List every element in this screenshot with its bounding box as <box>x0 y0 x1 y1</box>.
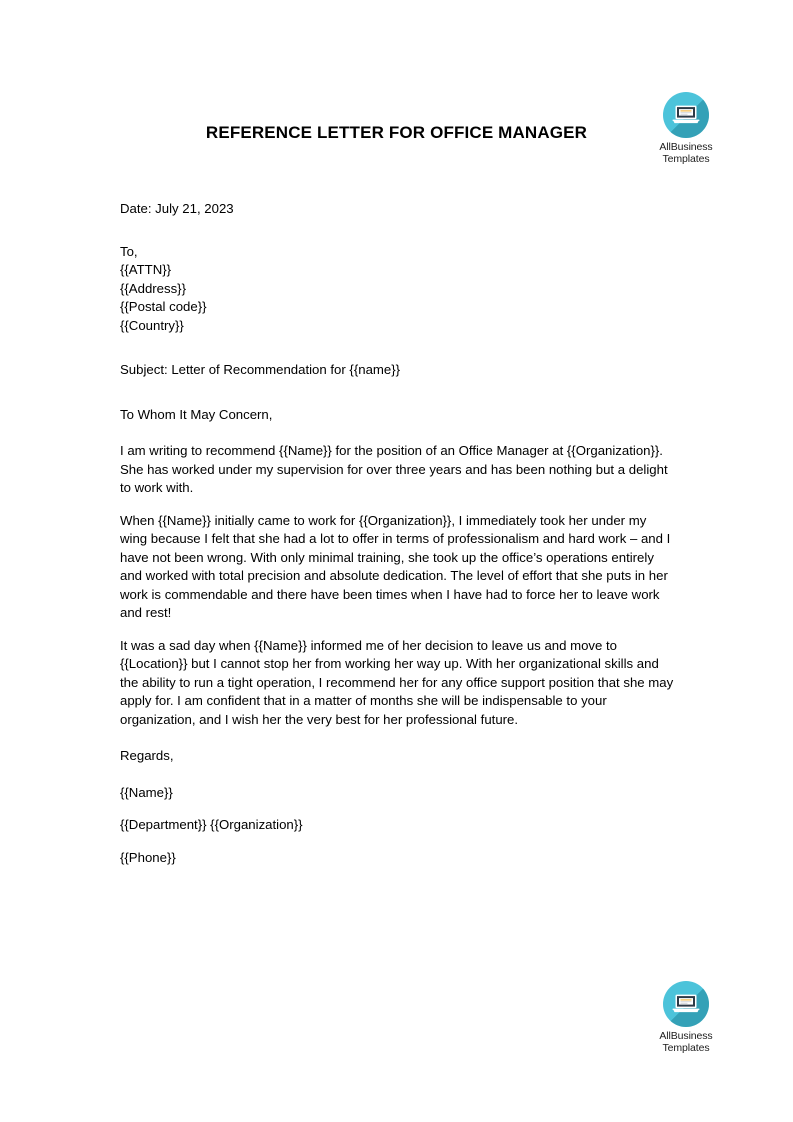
subject-line: Subject: Letter of Recommendation for {{name}} <box>120 362 401 377</box>
date-line: Date: July 21, 2023 <box>120 201 234 216</box>
letter-body <box>120 200 676 867</box>
recipient-country: {{Country}} <box>120 317 184 333</box>
logo-text-line2-footer: Templates <box>662 1041 710 1054</box>
logo-text-line1-footer: AllBusiness <box>659 1030 713 1042</box>
recipient-postal-code: {{Postal code}} <box>120 299 207 314</box>
recipient-address: {{Address}} <box>120 280 186 296</box>
laptop-icon <box>673 105 700 125</box>
brand-logo-footer <box>639 981 733 1054</box>
logo-text-line1: AllBusiness <box>659 141 713 153</box>
page-title <box>0 123 793 143</box>
closing-department-organization: {{Department}} {{Organization}} <box>120 817 303 832</box>
logo-text-line2: Templates <box>662 152 710 165</box>
closing-regards: Regards, <box>120 748 174 763</box>
closing-phone: {{Phone}} <box>120 849 176 865</box>
paragraph-2: When {{Name}} initially came to work for {{Organization}}, I immediately took her under my wing because I felt that she had a lot to offer in terms of professionalism and hard work – and I have not been wrong. With only minimal training, she took up the office’s operations entirely and worked with total precision and absolute dedication. The level of effort that she puts in her work is commendable and there have been times when I have had to force her to leave work and rest! <box>120 512 671 620</box>
recipient-block <box>120 243 676 336</box>
paragraph-3: It was a sad day when {{Name}} informed me of her decision to leave us and move to {{Location}} but I cannot stop her from working her way up. With her organizational skills and the ability to run a tight operation, I recommend her for any office support position that she may apply for. I am confident that in a matter of months she will be indispensable to your organization, and I wish her the very best for her professional future. <box>120 637 674 727</box>
recipient-to: To, <box>120 243 138 259</box>
paragraph-1: I am writing to recommend {{Name}} for the position of an Office Manager at {{Organization}}. She has worked under my supervision for over three years and has been nothing but a delight to work with. <box>120 443 668 495</box>
recipient-attn: {{ATTN}} <box>120 262 172 277</box>
laptop-icon-footer <box>673 994 700 1014</box>
logo-text-footer <box>639 1031 733 1054</box>
logo-text <box>639 142 733 165</box>
logo-circle-badge-footer <box>663 981 709 1027</box>
closing-name: {{Name}} <box>120 784 173 800</box>
page-title-text: REFERENCE LETTER FOR OFFICE MANAGER <box>205 123 588 142</box>
salutation: To Whom It May Concern, <box>120 406 273 422</box>
